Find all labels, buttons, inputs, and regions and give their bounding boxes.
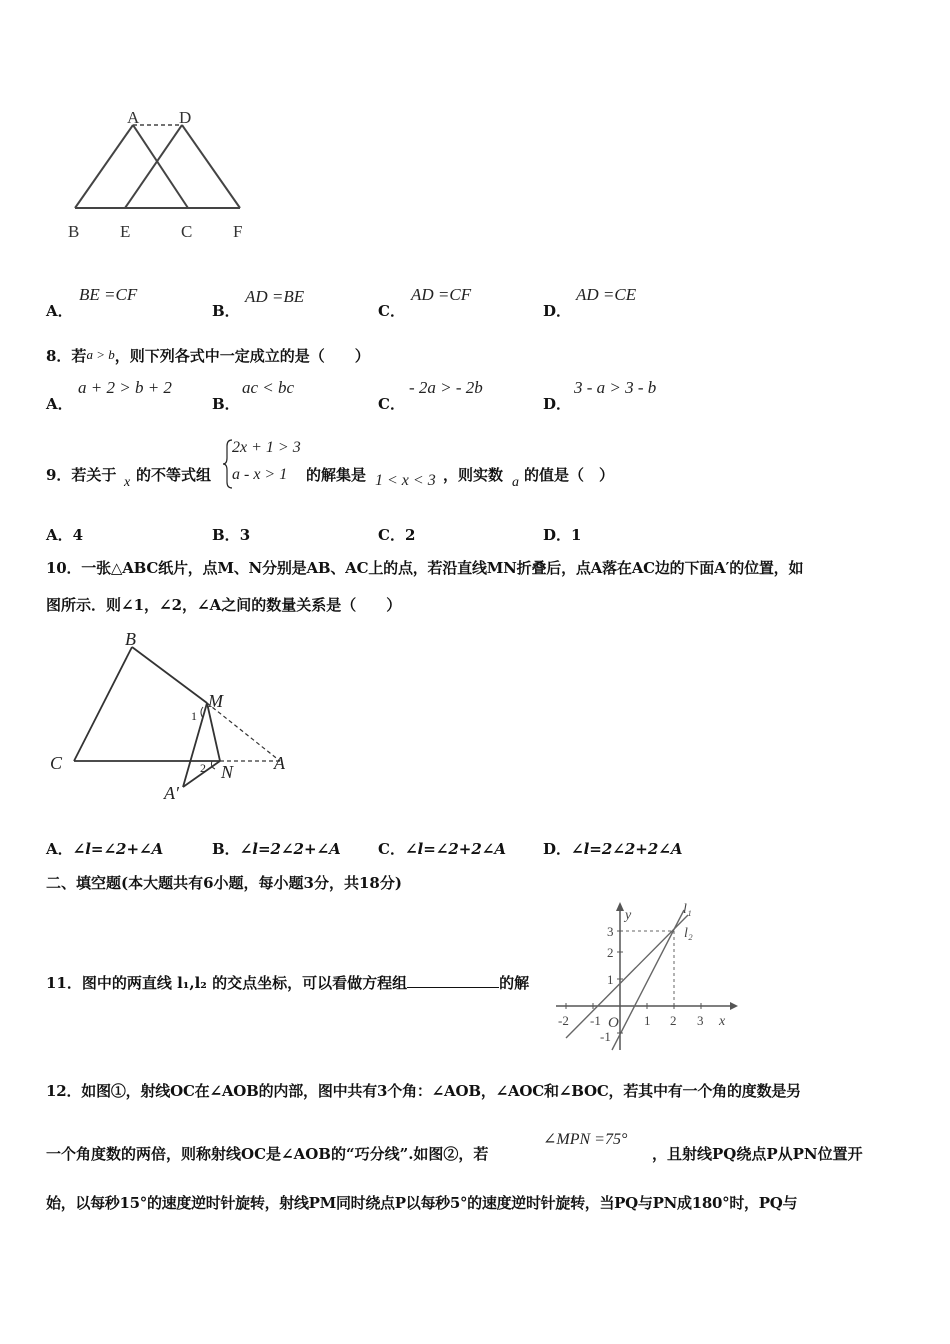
q10-option-d: D．∠l=2∠2+2∠A [543,840,683,858]
graph-l1-label: l₁ [683,902,692,917]
graph-tick-y-1: 1 [607,972,614,987]
q10-option-c: C．∠l=∠2+2∠A [378,840,507,858]
fig2-label-b: B [125,629,136,649]
q8-prefix: 8．若 [46,347,87,365]
graph-tick-x-2: 2 [670,1013,677,1028]
q12-line-3: 始，以每秒15°的速度逆时针旋转，射线PM同时绕点P以每秒5°的速度逆时针旋转，当PQ与PN成180°时，PQ与 [46,1194,798,1212]
fig2-label-n: N [221,762,234,782]
q9-solution: 1 < x < 3 [375,472,436,489]
q9-var-a: a [512,475,519,490]
q10-line-2: 图所示．则∠1，∠2，∠A之间的数量关系是（ ） [46,596,402,614]
q9-suffix: 的值是（ ） [524,466,615,484]
q9-prefix: 9．若关于 [46,466,117,484]
figure-folded-triangle [40,625,300,805]
q7-option-c-letter: C． [378,302,405,320]
graph-y-label: y [625,908,632,923]
fig1-label-d: D [179,108,192,127]
q8-option-c-expr: - 2a > - 2b [409,378,483,397]
q7-option-a-expr: BE =CF [79,285,138,304]
q10-option-b: B．∠l=2∠2+∠A [212,840,341,858]
graph-origin-label: O [608,1015,619,1031]
q10-option-a: A．∠l=∠2+∠A [46,840,164,858]
answer-blank[interactable] [407,973,499,988]
graph-tick-y-neg1: -1 [600,1029,611,1044]
fig1-label-b: B [68,222,80,241]
graph-tick-y-2: 2 [607,945,614,960]
q9-mid2: 的解集是 [306,466,367,484]
q12-line-2-after: ，且射线PQ绕点P从PN位置开 [652,1145,863,1163]
q12-line-2-before: 一个角度数的两倍，则称射线OC是∠AOB的“巧分线”.如图②，若 [46,1145,489,1163]
figure-two-triangles [60,105,260,245]
graph-l2-label: l₂ [684,926,693,941]
q9-mid1: 的不等式组 [136,466,212,484]
q10-line-1: 10．一张△ABC纸片，点M、N分别是AB、AC上的点，若沿直线MN折叠后，点A落在AC边的下面A′的位置，如 [46,559,804,577]
q7-option-c-expr: AD =CF [411,285,472,304]
q7-option-b-expr: AD =BE [245,287,305,306]
q11-text-after: 的解 [499,974,530,992]
q8-suffix: ，则下列各式中一定成立的是（ ） [114,347,370,365]
q9-option-b: B．3 [212,526,251,544]
fig2-label-a-prime: A′ [164,783,179,803]
graph-tick-x-neg2: -2 [558,1013,569,1028]
q8-option-a-letter: A． [46,395,73,413]
q9-mid3: ，则实数 [443,466,504,484]
q8-option-d-letter: D． [543,395,572,413]
q9-var-x: x [124,475,131,490]
q8-option-d-expr: 3 - a > 3 - b [574,378,657,397]
q9-inequality-2: a - x > 1 [232,466,288,483]
q9-inequality-1: 2x + 1 > 3 [232,439,301,456]
fig2-label-c: C [50,753,63,773]
q12-angle-expr: ∠MPN =75° [543,1131,628,1148]
graph-tick-x-neg1: -1 [590,1013,601,1028]
fig2-label-a: A [274,753,285,773]
q9-option-d: D．1 [543,526,582,544]
q11-text-before: 11．图中的两直线 l₁,l₂ 的交点坐标，可以看做方程组 [46,974,408,992]
q7-option-a-letter: A． [46,302,73,320]
graph-tick-y-3: 3 [607,924,614,939]
q8-option-b-letter: B． [212,395,240,413]
q8-question [46,345,370,366]
q9-option-c: C．2 [378,526,416,544]
q9-option-a: A．4 [46,526,84,544]
fig1-label-e: E [120,222,131,241]
q7-option-d-expr: AD =CE [576,285,637,304]
figure-coordinate-graph [552,900,752,1060]
fig2-label-1: 1 [191,709,197,723]
q8-option-c-letter: C． [378,395,405,413]
q7-option-d-letter: D． [543,302,572,320]
fig2-label-2: 2 [200,761,206,775]
q8-option-b-expr: ac < bc [242,378,295,397]
fig1-label-f: F [233,222,243,241]
graph-tick-x-3: 3 [697,1013,704,1028]
q7-option-b-letter: B． [212,302,240,320]
fig2-label-m: M [208,691,223,711]
q12-line-1: 12．如图①，射线OC在∠AOB的内部，图中共有3个角：∠AOB，∠AOC和∠BOC，若其中有一个角的度数是另 [46,1082,801,1100]
q8-condition: a > b [86,347,115,362]
fig1-label-c: C [181,222,193,241]
fig1-label-a: A [127,108,140,127]
q11-question [46,972,529,993]
section-title: 二、填空题(本大题共有6小题，每小题3分，共18分) [46,874,402,892]
q8-option-a-expr: a + 2 > b + 2 [78,378,172,397]
graph-x-label: x [719,1014,726,1029]
graph-tick-x-1: 1 [644,1013,651,1028]
